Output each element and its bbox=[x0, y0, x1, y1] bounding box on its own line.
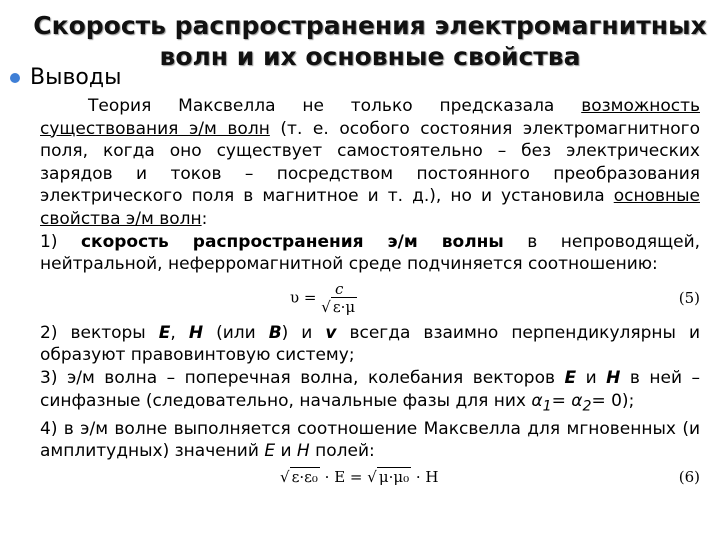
formula-6-number: (6) bbox=[678, 468, 700, 487]
item-4-text-1: 4) в э/м волне выполняется соотношение Максвелла для мгновенных (и амплитудных) значений bbox=[40, 418, 700, 462]
formula-6-right-radicand: μ·μ₀ bbox=[378, 468, 410, 487]
formula-5-radicand: ε·μ bbox=[332, 298, 356, 317]
vector-e: E bbox=[158, 322, 171, 343]
item-3-text-2: и bbox=[576, 367, 607, 388]
slide-body bbox=[40, 95, 700, 493]
formula-5-number: (5) bbox=[678, 289, 700, 308]
item-3-text-3: в ней – синфазные (следовательно, начальные фазы для них bbox=[40, 367, 700, 411]
formula-5-fraction bbox=[321, 281, 357, 316]
item-1-bold: скорость распространения э/м волны bbox=[80, 231, 504, 252]
value-e: E bbox=[264, 441, 276, 462]
vector-v: v bbox=[325, 322, 337, 343]
formula-5-denominator: √ ε·μ bbox=[321, 298, 356, 317]
vector-e-3: E bbox=[564, 367, 577, 388]
item-2-text-3: ) и bbox=[281, 322, 326, 343]
alpha-2-subscript: 2 bbox=[582, 397, 592, 414]
intro-text-1: Теория Максвелла не только предсказала bbox=[88, 96, 582, 116]
vector-h: H bbox=[188, 322, 204, 343]
item-4-text-2: и bbox=[275, 441, 297, 462]
alpha-1-subscript: 1 bbox=[542, 397, 552, 414]
item-1-prefix: 1) bbox=[40, 231, 81, 252]
item-1 bbox=[40, 231, 700, 276]
formula-6-tail: · H bbox=[415, 468, 439, 487]
intro-text-2: (т. е. особого состояния электромагнитного поля, когда оно существует самостоятельно – без электрических зарядов и токов – посредством постоянного преобразования электрического поля в магнитное и т. д.), но и установила bbox=[40, 118, 701, 207]
item-2-text-2: (или bbox=[203, 322, 269, 343]
item-3-text-1: 3) э/м волна – поперечная волна, колебания векторов bbox=[40, 367, 565, 388]
item-1-rest: в непроводящей, нейтральной, неферромагнитной среде подчиняется соотношению: bbox=[40, 231, 701, 275]
item-3 bbox=[40, 367, 700, 418]
value-h: H bbox=[296, 441, 310, 462]
bullet-dot-icon bbox=[10, 73, 20, 83]
title-line-1: Скорость распространения электромагнитных bbox=[33, 11, 707, 40]
formula-6-middle: · E = bbox=[324, 468, 363, 487]
item-2-text-1: 2) векторы bbox=[40, 322, 159, 343]
intro-paragraph bbox=[40, 95, 700, 231]
intro-text-3: : bbox=[201, 208, 208, 229]
title-line-2: волн и их основные свойства bbox=[159, 42, 581, 71]
alpha-2: α bbox=[571, 390, 583, 411]
intro-underlined-2: основные свойства э/м волн bbox=[40, 186, 700, 229]
item-4 bbox=[40, 418, 700, 463]
item-3-equals: = bbox=[551, 390, 572, 411]
item-3-end: = 0); bbox=[591, 390, 635, 411]
item-2 bbox=[40, 322, 700, 367]
bullet-heading: Выводы bbox=[30, 65, 122, 90]
formula-5 bbox=[290, 281, 357, 316]
item-4-text-3: полей: bbox=[309, 441, 375, 462]
intro-underlined-1: возможность существования э/м волн bbox=[40, 96, 700, 139]
item-2-comma: , bbox=[170, 322, 189, 343]
formula-6-left-radicand: ε·ε₀ bbox=[291, 468, 318, 487]
alpha-1: α bbox=[531, 390, 543, 411]
formula-6: √ ε·ε₀ · E = √ μ·μ₀ · H bbox=[280, 468, 439, 487]
formula-5-numerator: c bbox=[331, 281, 347, 298]
vector-h-3: H bbox=[606, 367, 621, 388]
item-2-text-4: всегда взаимно перпендикулярны и образуют правовинтовую систему; bbox=[40, 322, 700, 366]
vector-b: B bbox=[268, 322, 282, 343]
formula-5-lhs: υ = bbox=[290, 288, 317, 307]
formula-5-row bbox=[40, 276, 700, 322]
slide-title bbox=[30, 10, 710, 72]
formula-6-row bbox=[40, 463, 700, 493]
